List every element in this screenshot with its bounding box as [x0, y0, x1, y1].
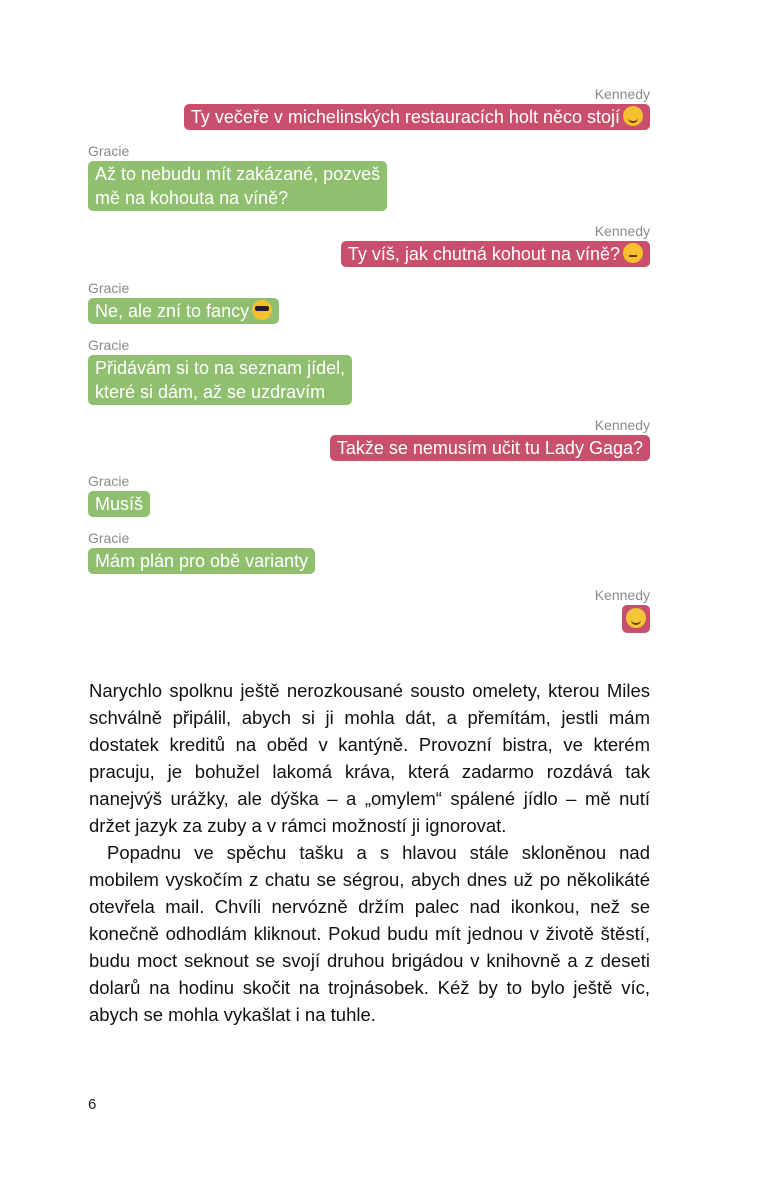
raised-eyebrow-emoji-icon [623, 243, 643, 263]
sender-label: Kennedy [594, 223, 650, 239]
message-text-line: mě na kohouta na víně? [95, 188, 289, 208]
sender-label: Gracie [88, 143, 130, 159]
sender-label: Gracie [88, 530, 130, 546]
message-bubble-kennedy [184, 104, 650, 130]
message-bubble-gracie [88, 355, 352, 405]
paragraph: Narychlo spolknu ještě nerozkousané sousto omelety, kterou Miles schválně připálil, abych si ji mohla dát, a přemítám, jestli mám dostatek kreditů na oběd v kantýně. Provozní bistra, ve kterém pracuju, je bohužel lakomá kráva, která zadarmo rozdává tak nanejvýš urážky, ale dýška – a „omylem“ spálené jídlo – mě nutí držet jazyk za zuby a v rámci možností ji ignorovat. [89, 680, 650, 836]
message-bubble-gracie [88, 548, 315, 574]
message-bubble-gracie [88, 298, 279, 324]
message-text: Ne, ale zní to fancy [95, 301, 250, 321]
sender-label: Gracie [88, 473, 130, 489]
sender-label: Kennedy [594, 86, 650, 102]
message-text: Ty večeře v michelinských restauracích holt něco stojí [190, 107, 620, 127]
message-bubble-kennedy [330, 435, 650, 461]
message-text: Takže se nemusím učit tu Lady Gaga? [336, 438, 643, 458]
message-bubble-kennedy [341, 241, 650, 267]
sender-label: Gracie [88, 280, 130, 296]
message-bubble-gracie [88, 161, 387, 211]
message-text: Mám plán pro obě varianty [95, 551, 309, 571]
sender-label: Kennedy [594, 587, 650, 603]
body-text [89, 677, 650, 1028]
hugging-face-emoji-icon [626, 608, 646, 628]
sender-label: Gracie [88, 337, 130, 353]
message-text: Musíš [95, 494, 144, 514]
sender-label: Kennedy [594, 417, 650, 433]
message-text-line: které si dám, až se uzdravím [95, 382, 326, 402]
sunglasses-emoji-icon [252, 300, 272, 320]
message-text-line: Až to nebudu mít zakázané, pozveš [95, 164, 381, 184]
message-bubble-kennedy [622, 605, 650, 633]
page-number: 6 [88, 1096, 97, 1113]
message-bubble-gracie [88, 491, 150, 517]
message-text: Ty víš, jak chutná kohout na víně? [347, 244, 620, 264]
message-text-line: Přidávám si to na seznam jídel, [95, 358, 346, 378]
paragraph: Popadnu ve spěchu tašku a s hlavou stále skloněnou nad mobilem vyskočím z chatu se ségrou, abych dnes už po několikáté otevřela mail. Chvíli nervózně držím palec nad ikonkou, než se konečně odhodlám kliknout. Pokud budu mít jednou v životě štěstí, budu moct seknout se svojí druhou brigádou v knihovně a z deseti dolarů na hodinu skočit na trojnásobek. Kéž by to bylo ještě víc, abych se mohla vykašlat i na tuhle. [89, 842, 650, 1025]
grinning-sweat-emoji-icon [623, 106, 643, 126]
